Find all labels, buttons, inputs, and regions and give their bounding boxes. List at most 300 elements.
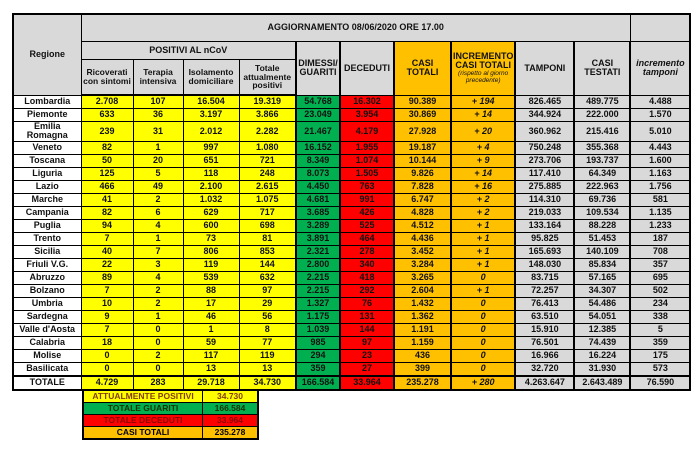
value-cell: 95.825 — [515, 232, 574, 245]
value-cell: 399 — [394, 362, 451, 376]
summary-value: 34.730 — [203, 390, 259, 403]
value-cell: 283 — [133, 376, 183, 390]
column-header-casi-testati: CASI TESTATI — [574, 42, 630, 96]
value-cell: 187 — [630, 232, 690, 245]
value-cell: 31.930 — [574, 362, 630, 376]
value-cell: 19.187 — [394, 141, 451, 154]
value-cell: 1 — [133, 232, 183, 245]
value-cell: 750.248 — [515, 141, 574, 154]
column-header-dimessi-guariti: DIMESSI/ GUARITI — [296, 42, 340, 96]
value-cell: 2.321 — [296, 245, 340, 258]
value-cell: + 1 — [451, 284, 515, 297]
table-title: AGGIORNAMENTO 08/06/2020 ORE 17.00 — [81, 14, 630, 42]
value-cell: 239 — [81, 122, 133, 142]
value-cell: 13 — [183, 362, 239, 376]
value-cell: 292 — [340, 284, 394, 297]
value-cell: 1.135 — [630, 206, 690, 219]
column-header-ricoverati: Ricoverati con sintomi — [81, 60, 133, 96]
value-cell: 54.768 — [296, 95, 340, 109]
value-cell: 29.718 — [183, 376, 239, 390]
column-header-isolamento: Isolamento domiciliare — [183, 60, 239, 96]
value-cell: 215.416 — [574, 122, 630, 142]
value-cell: + 14 — [451, 167, 515, 180]
value-cell: 15.910 — [515, 323, 574, 336]
covid-regions-table — [12, 13, 691, 391]
value-cell: 721 — [239, 154, 296, 167]
column-header-totale-positivi: Totale attualmente positivi — [239, 60, 296, 96]
value-cell: 4.450 — [296, 180, 340, 193]
value-cell: 2.708 — [81, 95, 133, 109]
value-cell: 64.349 — [574, 167, 630, 180]
region-name-cell: Toscana — [13, 154, 81, 167]
value-cell: 651 — [183, 154, 239, 167]
value-cell: 1.570 — [630, 109, 690, 122]
value-cell: 418 — [340, 271, 394, 284]
table-body — [13, 95, 690, 390]
value-cell: + 1 — [451, 219, 515, 232]
value-cell: 1.074 — [340, 154, 394, 167]
value-cell: 2.282 — [239, 122, 296, 142]
region-name-cell: Valle d'Aosta — [13, 323, 81, 336]
value-cell: 63.510 — [515, 310, 574, 323]
value-cell: 4.828 — [394, 206, 451, 219]
value-cell: 4.512 — [394, 219, 451, 232]
value-cell: 4.681 — [296, 193, 340, 206]
value-cell: 90.389 — [394, 95, 451, 109]
value-cell: 1.955 — [340, 141, 394, 154]
value-cell: 6 — [133, 206, 183, 219]
column-header-regione: Regione — [13, 14, 81, 95]
value-cell: 4.179 — [340, 122, 394, 142]
value-cell: 94 — [81, 219, 133, 232]
value-cell: 118 — [183, 167, 239, 180]
region-row — [13, 154, 690, 167]
value-cell: 3.265 — [394, 271, 451, 284]
region-row — [13, 122, 690, 142]
value-cell: 2.012 — [183, 122, 239, 142]
value-cell: 0 — [81, 349, 133, 362]
value-cell: 131 — [340, 310, 394, 323]
value-cell: 355.368 — [574, 141, 630, 154]
value-cell: 248 — [239, 167, 296, 180]
total-label-cell: TOTALE — [13, 376, 81, 390]
column-header-deceduti: DECEDUTI — [340, 42, 394, 96]
value-cell: + 2 — [451, 206, 515, 219]
value-cell: 991 — [340, 193, 394, 206]
value-cell: 1.327 — [296, 297, 340, 310]
region-name-cell: Emilia Romagna — [13, 122, 81, 142]
value-cell: 600 — [183, 219, 239, 232]
value-cell: 222.000 — [574, 109, 630, 122]
value-cell: 344.924 — [515, 109, 574, 122]
value-cell: 0 — [451, 336, 515, 349]
value-cell: 3.685 — [296, 206, 340, 219]
value-cell: 4.443 — [630, 141, 690, 154]
value-cell: 359 — [630, 336, 690, 349]
value-cell: 763 — [340, 180, 394, 193]
value-cell: 17 — [183, 297, 239, 310]
value-cell: 3.197 — [183, 109, 239, 122]
region-row — [13, 245, 690, 258]
value-cell: 29 — [239, 297, 296, 310]
value-cell: 1.756 — [630, 180, 690, 193]
value-cell: 0 — [451, 297, 515, 310]
value-cell: + 2 — [451, 193, 515, 206]
value-cell: 1.233 — [630, 219, 690, 232]
value-cell: 2.215 — [296, 284, 340, 297]
value-cell: + 4 — [451, 141, 515, 154]
value-cell: 853 — [239, 245, 296, 258]
value-cell: 8.349 — [296, 154, 340, 167]
value-cell: 539 — [183, 271, 239, 284]
value-cell: 2 — [133, 297, 183, 310]
summary-label: TOTALE GUARITI — [83, 403, 203, 415]
value-cell: 22 — [81, 258, 133, 271]
value-cell: 3 — [133, 258, 183, 271]
column-header-incremento-casi — [451, 42, 515, 96]
corner-empty-cell — [630, 14, 690, 42]
value-cell: 88 — [183, 284, 239, 297]
value-cell: 175 — [630, 349, 690, 362]
region-name-cell: Bolzano — [13, 284, 81, 297]
value-cell: 8 — [239, 323, 296, 336]
value-cell: 144 — [239, 258, 296, 271]
value-cell: 1.175 — [296, 310, 340, 323]
value-cell: 7 — [81, 232, 133, 245]
value-cell: 107 — [133, 95, 183, 109]
value-cell: 54.486 — [574, 297, 630, 310]
value-cell: 222.963 — [574, 180, 630, 193]
value-cell: 426 — [340, 206, 394, 219]
value-cell: 89 — [81, 271, 133, 284]
region-name-cell: Campania — [13, 206, 81, 219]
value-cell: 0 — [451, 362, 515, 376]
region-name-cell: Basilicata — [13, 362, 81, 376]
value-cell: 10.144 — [394, 154, 451, 167]
value-cell: 73 — [183, 232, 239, 245]
value-cell: 56 — [239, 310, 296, 323]
value-cell: 27 — [340, 362, 394, 376]
region-row — [13, 219, 690, 232]
value-cell: 117.410 — [515, 167, 574, 180]
value-cell: 49 — [133, 180, 183, 193]
value-cell: 41 — [81, 193, 133, 206]
region-name-cell: Trento — [13, 232, 81, 245]
region-row — [13, 323, 690, 336]
value-cell: 69.736 — [574, 193, 630, 206]
value-cell: 3.452 — [394, 245, 451, 258]
column-header-tamponi: TAMPONI — [515, 42, 574, 96]
region-row — [13, 206, 690, 219]
region-name-cell: Sicilia — [13, 245, 81, 258]
value-cell: 294 — [296, 349, 340, 362]
value-cell: 1.075 — [239, 193, 296, 206]
value-cell: 57.165 — [574, 271, 630, 284]
region-name-cell: Liguria — [13, 167, 81, 180]
region-name-cell: Lazio — [13, 180, 81, 193]
value-cell: 1.600 — [630, 154, 690, 167]
region-row — [13, 141, 690, 154]
value-cell: 54.051 — [574, 310, 630, 323]
summary-body — [83, 390, 258, 439]
value-cell: 1 — [183, 323, 239, 336]
value-cell: 5 — [630, 323, 690, 336]
summary-label: ATTUALMENTE POSITIVI — [83, 390, 203, 403]
value-cell: 6.747 — [394, 193, 451, 206]
value-cell: 7.828 — [394, 180, 451, 193]
value-cell: 360.962 — [515, 122, 574, 142]
value-cell: 114.310 — [515, 193, 574, 206]
value-cell: 3.954 — [340, 109, 394, 122]
value-cell: 1 — [133, 310, 183, 323]
value-cell: 0 — [451, 349, 515, 362]
value-cell: 10 — [81, 297, 133, 310]
region-name-cell: Abruzzo — [13, 271, 81, 284]
value-cell: 4 — [133, 219, 183, 232]
value-cell: 275.885 — [515, 180, 574, 193]
region-name-cell: Piemonte — [13, 109, 81, 122]
summary-row — [83, 427, 258, 440]
column-header-incremento-tamponi: incremento tamponi — [630, 42, 690, 96]
value-cell: 140.109 — [574, 245, 630, 258]
value-cell: 76.501 — [515, 336, 574, 349]
value-cell: 76.413 — [515, 297, 574, 310]
value-cell: 0 — [133, 323, 183, 336]
value-cell: 148.030 — [515, 258, 574, 271]
value-cell: 338 — [630, 310, 690, 323]
value-cell: 9 — [81, 310, 133, 323]
value-cell: + 280 — [451, 376, 515, 390]
region-row — [13, 284, 690, 297]
region-name-cell: Puglia — [13, 219, 81, 232]
column-header-terapia: Terapia intensiva — [133, 60, 183, 96]
value-cell: 2 — [133, 284, 183, 297]
value-cell: 717 — [239, 206, 296, 219]
value-cell: 4.488 — [630, 95, 690, 109]
value-cell: + 1 — [451, 232, 515, 245]
value-cell: 72.257 — [515, 284, 574, 297]
incremento-casi-sublabel: (rispetto al giorno precedente) — [458, 70, 509, 85]
value-cell: 50 — [81, 154, 133, 167]
value-cell: 1.191 — [394, 323, 451, 336]
value-cell: 16.224 — [574, 349, 630, 362]
summary-value: 235.278 — [203, 427, 259, 440]
value-cell: 144 — [340, 323, 394, 336]
value-cell: 632 — [239, 271, 296, 284]
value-cell: 32.720 — [515, 362, 574, 376]
value-cell: 31 — [133, 122, 183, 142]
region-name-cell: Lombardia — [13, 95, 81, 109]
summary-table — [82, 389, 259, 440]
summary-row — [83, 390, 258, 403]
value-cell: 436 — [394, 349, 451, 362]
value-cell: 18 — [81, 336, 133, 349]
value-cell: + 20 — [451, 122, 515, 142]
region-row — [13, 109, 690, 122]
value-cell: 83.715 — [515, 271, 574, 284]
value-cell: 82 — [81, 141, 133, 154]
column-header-casi-totali: CASI TOTALI — [394, 42, 451, 96]
value-cell: 119 — [183, 258, 239, 271]
value-cell: 1.163 — [630, 167, 690, 180]
value-cell: 273.706 — [515, 154, 574, 167]
value-cell: 4.729 — [81, 376, 133, 390]
region-row — [13, 258, 690, 271]
value-cell: 16.152 — [296, 141, 340, 154]
value-cell: 85.834 — [574, 258, 630, 271]
value-cell: 109.534 — [574, 206, 630, 219]
region-row — [13, 271, 690, 284]
value-cell: 76 — [340, 297, 394, 310]
value-cell: 1.505 — [340, 167, 394, 180]
value-cell: 633 — [81, 109, 133, 122]
value-cell: 74.439 — [574, 336, 630, 349]
value-cell: 0 — [451, 323, 515, 336]
value-cell: + 9 — [451, 154, 515, 167]
value-cell: 30.869 — [394, 109, 451, 122]
total-row — [13, 376, 690, 390]
value-cell: 193.737 — [574, 154, 630, 167]
value-cell: 581 — [630, 193, 690, 206]
value-cell: 4.436 — [394, 232, 451, 245]
value-cell: 21.467 — [296, 122, 340, 142]
value-cell: 9.826 — [394, 167, 451, 180]
value-cell: 2 — [133, 349, 183, 362]
region-row — [13, 193, 690, 206]
value-cell: + 16 — [451, 180, 515, 193]
value-cell: 23 — [340, 349, 394, 362]
value-cell: 1.432 — [394, 297, 451, 310]
value-cell: 1.362 — [394, 310, 451, 323]
region-row — [13, 362, 690, 376]
value-cell: 0 — [133, 362, 183, 376]
value-cell: 2 — [133, 193, 183, 206]
value-cell: 997 — [183, 141, 239, 154]
value-cell: + 14 — [451, 109, 515, 122]
value-cell: + 1 — [451, 245, 515, 258]
region-row — [13, 349, 690, 362]
value-cell: 359 — [296, 362, 340, 376]
region-name-cell: Sardegna — [13, 310, 81, 323]
value-cell: 278 — [340, 245, 394, 258]
value-cell: 0 — [81, 362, 133, 376]
group-header-positivi: POSITIVI AL nCoV — [81, 42, 296, 60]
value-cell: + 1 — [451, 258, 515, 271]
value-cell: 166.584 — [296, 376, 340, 390]
value-cell: 82 — [81, 206, 133, 219]
value-cell: 40 — [81, 245, 133, 258]
value-cell: 46 — [183, 310, 239, 323]
value-cell: 34.730 — [239, 376, 296, 390]
value-cell: 76.590 — [630, 376, 690, 390]
value-cell: 219.033 — [515, 206, 574, 219]
value-cell: 12.385 — [574, 323, 630, 336]
value-cell: 16.966 — [515, 349, 574, 362]
summary-value: 33.964 — [203, 415, 259, 427]
value-cell: 1.039 — [296, 323, 340, 336]
region-name-cell: Molise — [13, 349, 81, 362]
value-cell: 165.693 — [515, 245, 574, 258]
value-cell: 16.504 — [183, 95, 239, 109]
value-cell: 4.263.647 — [515, 376, 574, 390]
value-cell: 2.643.489 — [574, 376, 630, 390]
region-name-cell: Calabria — [13, 336, 81, 349]
value-cell: 3.284 — [394, 258, 451, 271]
value-cell: 33.964 — [340, 376, 394, 390]
incremento-casi-label: INCREMENTO CASI TOTALI — [453, 50, 514, 70]
summary-label: TOTALE DECEDUTI — [83, 415, 203, 427]
region-name-cell: Friuli V.G. — [13, 258, 81, 271]
value-cell: 489.775 — [574, 95, 630, 109]
value-cell: 826.465 — [515, 95, 574, 109]
value-cell: 133.164 — [515, 219, 574, 232]
value-cell: 0 — [451, 271, 515, 284]
value-cell: 357 — [630, 258, 690, 271]
region-name-cell: Marche — [13, 193, 81, 206]
value-cell: 0 — [451, 310, 515, 323]
region-row — [13, 297, 690, 310]
value-cell: 7 — [133, 245, 183, 258]
value-cell: 0 — [133, 336, 183, 349]
value-cell: 2.604 — [394, 284, 451, 297]
value-cell: 2.215 — [296, 271, 340, 284]
value-cell: 1.159 — [394, 336, 451, 349]
region-row — [13, 336, 690, 349]
value-cell: 525 — [340, 219, 394, 232]
value-cell: 77 — [239, 336, 296, 349]
value-cell: 695 — [630, 271, 690, 284]
summary-label: CASI TOTALI — [83, 427, 203, 440]
value-cell: 340 — [340, 258, 394, 271]
value-cell: 698 — [239, 219, 296, 232]
value-cell: 19.319 — [239, 95, 296, 109]
value-cell: 97 — [340, 336, 394, 349]
value-cell: 3.866 — [239, 109, 296, 122]
value-cell: 464 — [340, 232, 394, 245]
value-cell: 88.228 — [574, 219, 630, 232]
value-cell: 5 — [133, 167, 183, 180]
value-cell: 16.302 — [340, 95, 394, 109]
value-cell: 81 — [239, 232, 296, 245]
value-cell: 34.307 — [574, 284, 630, 297]
value-cell: 1 — [133, 141, 183, 154]
value-cell: 2.615 — [239, 180, 296, 193]
value-cell: 7 — [81, 323, 133, 336]
value-cell: 235.278 — [394, 376, 451, 390]
value-cell: 97 — [239, 284, 296, 297]
value-cell: 27.928 — [394, 122, 451, 142]
value-cell: + 194 — [451, 95, 515, 109]
value-cell: 59 — [183, 336, 239, 349]
value-cell: 234 — [630, 297, 690, 310]
region-row — [13, 95, 690, 109]
value-cell: 2.800 — [296, 258, 340, 271]
summary-row — [83, 415, 258, 427]
value-cell: 1.032 — [183, 193, 239, 206]
value-cell: 1.080 — [239, 141, 296, 154]
value-cell: 573 — [630, 362, 690, 376]
value-cell: 20 — [133, 154, 183, 167]
value-cell: 36 — [133, 109, 183, 122]
value-cell: 119 — [239, 349, 296, 362]
value-cell: 7 — [81, 284, 133, 297]
value-cell: 117 — [183, 349, 239, 362]
value-cell: 5.010 — [630, 122, 690, 142]
value-cell: 502 — [630, 284, 690, 297]
region-row — [13, 310, 690, 323]
region-row — [13, 167, 690, 180]
value-cell: 8.073 — [296, 167, 340, 180]
